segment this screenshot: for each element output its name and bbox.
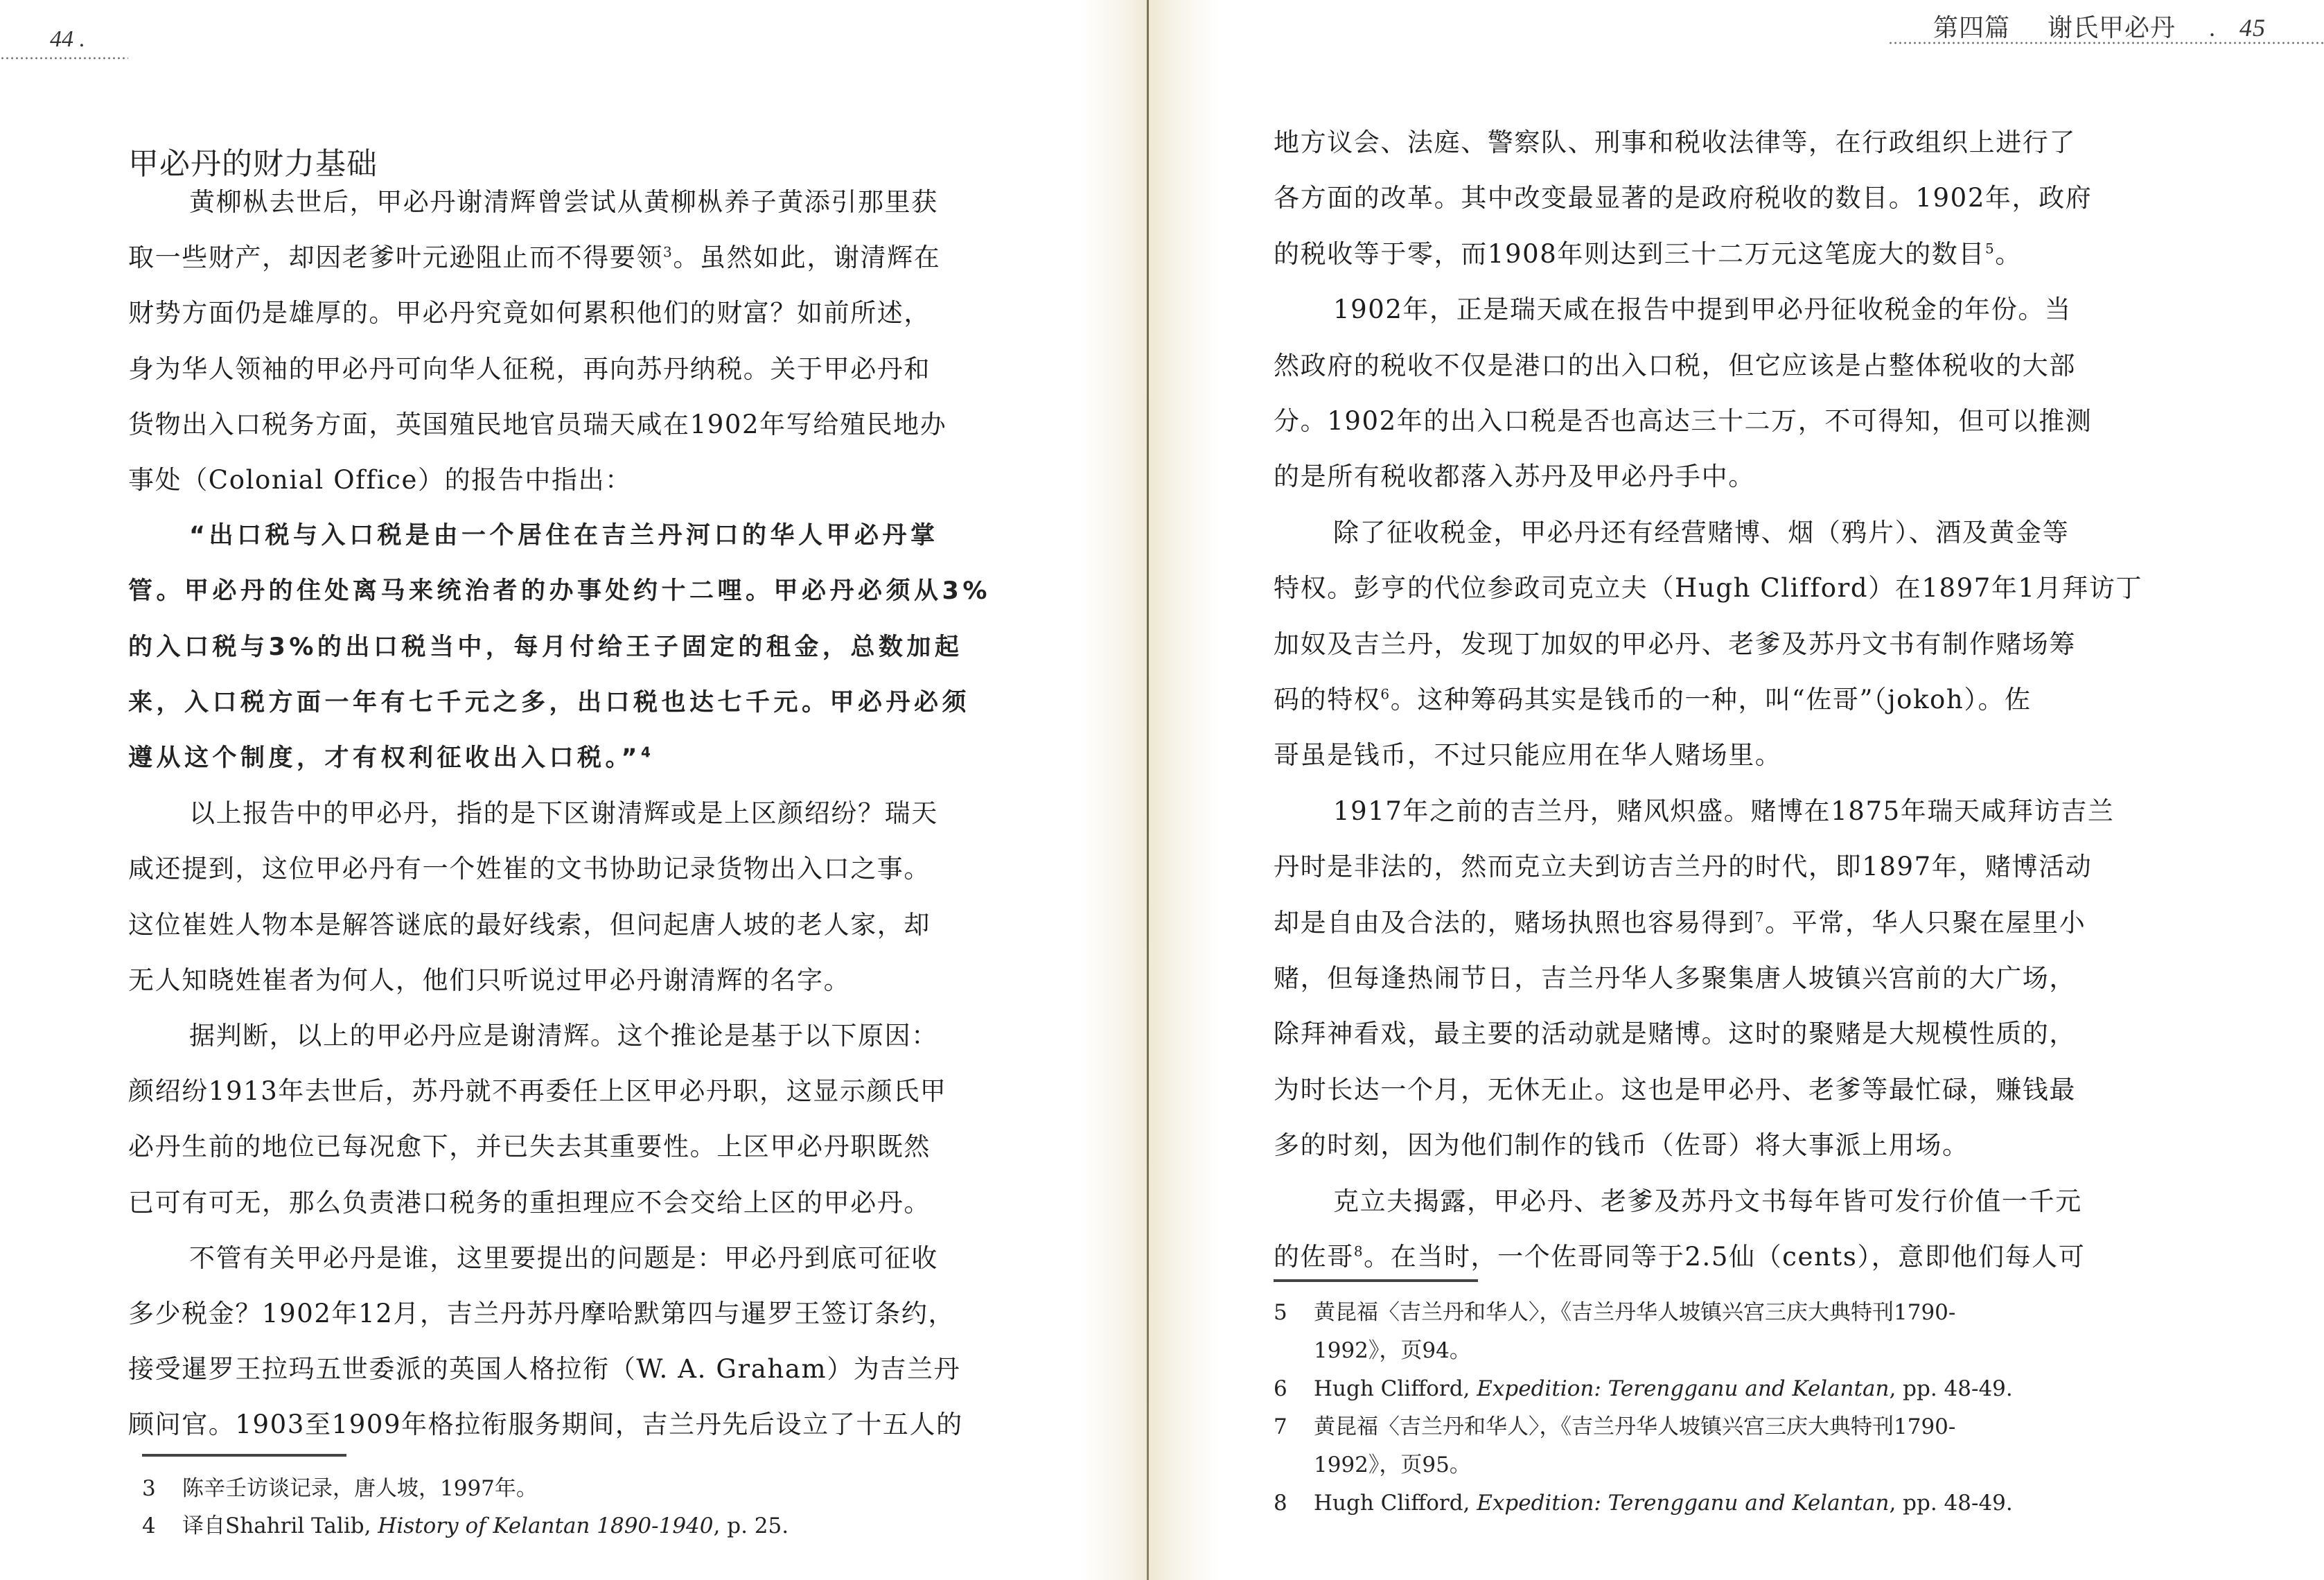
line-text: 货物出入口税务方面，英国殖民地官员瑞天咸在1902年写给殖民地办 [128,409,947,439]
footnote-number: 3 [142,1476,156,1501]
line-text: 取一些财产，却因老爹叶元逊阻止而不得要领 [128,243,663,273]
body-text-line [128,1075,1039,1108]
footnote-rule-right [1274,1279,1478,1282]
footnote-pages: , pp. 48-49. [1889,1376,2013,1401]
line-text: 事处（Colonial Office）的报告中指出： [128,465,632,495]
line-text: 分。1902年的出入口税是否也高达三十二万，不可得知，但可以推测 [1274,406,2093,436]
line-text: 这位崔姓人物本是解答谜底的最好线索，但问起唐人坡的老人家，却 [128,909,931,940]
footnote-number: 4 [142,1513,156,1538]
body-text-line [1274,850,2217,884]
line-text: 顾问官。1903至1909年格拉衔服务期间，吉兰丹先后设立了十五人的 [128,1410,963,1440]
footnote-number: 5 [1274,1300,1287,1325]
body-text-line [189,1242,1039,1275]
line-text: 然政府的税收不仅是港口的出入口税，但它应该是占整体税收的大部 [1274,350,2076,380]
body-text-line [189,1019,1039,1053]
footnote [142,1512,789,1540]
line-text-continued: 。虽然如此，谢清辉在 [673,243,941,273]
body-text-line [128,964,1039,997]
line-text: 各方面的改革。其中改变最显著的是政府税收的数目。1902年，政府 [1274,183,2093,213]
body-text-line [128,1353,1039,1386]
body-text-line [1274,182,2217,215]
line-text: 却是自由及合法的，赌场执照也容易得到 [1274,907,1755,938]
footnote-book-title: Expedition: Terengganu and Kelantan [1477,1376,1890,1401]
line-text: 码的特权 [1274,685,1381,714]
body-text-line [1274,1240,2217,1274]
footnote-pages: , pp. 48-49. [1889,1491,2013,1516]
body-text-line [128,1186,1039,1220]
line-text: 无人知晓姓崔者为何人，他们只听说过甲必丹谢清辉的名字。 [128,965,851,995]
body-text-line [1333,795,2217,828]
line-text: 克立夫揭露，甲必丹、老爹及苏丹文书每年皆可发行价值一千元 [1333,1186,2082,1216]
line-text: 除拜神看戏，最主要的活动就是赌博。这时的聚赌是大规模性质的， [1274,1019,2076,1049]
body-text-line [1333,516,2217,550]
body-text-line [1274,572,2217,605]
footnote-text: Hugh Clifford, [1314,1376,1477,1401]
body-text-line [128,408,1039,441]
body-text-line [128,241,1039,274]
line-text: 的税收等于零，而1908年则达到三十二万元这笔庞大的数目 [1274,238,1985,269]
body-text-line [1274,683,2217,717]
footnote-text: 1992》，页95。 [1314,1452,1471,1477]
running-head-left: 44 . [50,26,85,52]
running-head-right [1933,8,2266,44]
line-text: 财势方面仍是雄厚的。甲必丹究竟如何累积他们的财富？如前所述， [128,298,931,328]
footnote [1274,1451,1471,1479]
footnote-number: 7 [1274,1414,1287,1439]
footnote-text: Hugh Clifford, [1314,1491,1477,1516]
line-text: 地方议会、法庭、警察队、刑事和税收法律等，在行政组织上进行了 [1274,128,2076,157]
running-head-separator: . [2209,14,2217,42]
footnote-book-title: Expedition: Terengganu and Kelantan [1477,1491,1890,1516]
line-text: 除了征收税金，甲必丹还有经营赌博、烟（鸦片）、酒及黄金等 [1333,517,2070,547]
footnote-number: 6 [1274,1376,1287,1401]
footnote [1274,1299,1955,1326]
line-text: 1902年，正是瑞天咸在报告中提到甲必丹征收税金的年份。当 [1333,295,2072,325]
line-text: 丹时是非法的，然而克立夫到访吉兰丹的时代，即1897年，赌博活动 [1274,852,2093,882]
line-text: 以上报告中的甲必丹，指的是下区谢清辉或是上区颜绍纷？瑞天 [189,798,938,829]
body-text-line [128,852,1039,886]
body-text-line [1274,405,2217,438]
line-text: 多的时刻，因为他们制作的钱币（佐哥）将大事派上用场。 [1274,1130,1969,1161]
footnote [1274,1375,2013,1403]
book-gutter [1081,0,1220,1580]
quoted-text-line [128,574,1039,608]
line-text-continued: 。平常，华人只聚在屋里小 [1765,907,2086,938]
footnote-text: 黄昆福〈吉兰丹和华人〉，《吉兰丹华人坡镇兴宫三庆大典特刊1790- [1314,1300,1956,1325]
body-text-line [1274,1129,2217,1162]
line-text: 的入口税与3%的出口税当中，每月付给王子固定的租金，总数加起 [128,633,963,661]
line-text: 1917年之前的吉兰丹，赌风炽盛。赌博在1875年瑞天咸拜访吉兰 [1333,796,2115,826]
line-text: 的佐哥 [1274,1242,1354,1272]
line-text: 为时长达一个月，无休无止。这也是甲必丹、老爹等最忙碌，赚钱最 [1274,1074,2076,1105]
footnote-ref[interactable]: 5 [1984,240,1996,257]
footnote [1274,1489,2013,1517]
footnote [142,1475,538,1502]
footnote-text: 黄昆福〈吉兰丹和华人〉，《吉兰丹华人坡镇兴宫三庆大典特刊1790- [1314,1414,1956,1439]
footnote-book-title: History of Kelantan 1890-1940 [378,1513,714,1538]
running-head-rule-right [1888,42,2324,44]
body-text-line [128,1408,1039,1441]
body-text-line [128,353,1039,386]
body-text-line [1274,628,2217,661]
line-text: 遵从这个制度，才有权利征收出入口税。” [128,744,642,772]
line-text: 必丹生前的地位已每况愈下，并已失去其重要性。上区甲必丹职既然 [128,1132,931,1162]
book-spine [1147,0,1149,1580]
line-text: 特权。彭亨的代位参政司克立夫（Hugh Clifford）在1897年1月拜访丁 [1274,573,2143,604]
footnote-text: 1992》，页94。 [1314,1338,1471,1363]
line-text: 咸还提到，这位甲必丹有一个姓崔的文书协助记录货物出入口之事。 [128,854,931,884]
body-text-line [128,297,1039,330]
footnote-ref[interactable]: 7 [1754,909,1766,926]
footnote-ref[interactable]: 6 [1380,685,1391,703]
body-text-line [189,797,1039,830]
body-text-line [1274,962,2217,995]
line-text: 加奴及吉兰丹，发现丁加奴的甲必丹、老爹及苏丹文书有制作赌场筹 [1274,629,2076,659]
footnote-pages: , p. 25. [713,1513,789,1538]
body-text-line [1274,739,2217,772]
body-text-line [1274,126,2217,159]
body-text-line [1333,1185,2217,1218]
body-text-line [1274,1017,2217,1051]
footnote-number: 8 [1274,1491,1287,1516]
line-text: 据判断，以上的甲必丹应是谢清辉。这个推论是基于以下原因： [189,1021,938,1051]
body-text-line [128,464,1039,497]
footnote-ref[interactable]: 8 [1353,1243,1364,1260]
footnote-ref[interactable]: 4 [641,744,655,761]
footnote-text: 陈辛壬访谈记录，唐人坡，1997年。 [182,1476,538,1501]
line-text: 哥虽是钱币，不过只能应用在华人赌场里。 [1274,740,1782,771]
quoted-text-line [128,741,1039,775]
body-text-line [1274,349,2217,383]
body-text-line [1274,1073,2217,1107]
body-text-line [189,186,1039,219]
footnote-ref[interactable]: 3 [663,243,674,261]
line-text: 黄柳枞去世后，甲必丹谢清辉曾尝试从黄柳枞养子黄添引那里获 [189,187,938,217]
line-text: 来，入口税方面一年有七千元之多，出口税也达七千元。甲必丹必须 [128,688,971,717]
running-head-rule-left [0,57,128,60]
line-text-continued: 。 [1995,238,2022,269]
line-text: 多少税金？1902年12月，吉兰丹苏丹摩哈默第四与暹罗王签订条约， [128,1299,956,1328]
quoted-text-line [128,631,1039,664]
body-text-line [128,909,1039,942]
line-text: 管。甲必丹的住处离马来统治者的办事处约十二哩。甲必丹必须从3% [128,577,991,606]
line-text: 的是所有税收都落入苏丹及甲必丹手中。 [1274,462,1755,492]
line-text-continued: 。在当时，一个佐哥同等于2.5仙（cents），意即他们每人可 [1364,1242,2086,1272]
quoted-text-line [189,519,1039,552]
part-label: 第四篇 [1933,14,2011,42]
section-title: 甲必丹的财力基础 [128,146,378,182]
footnote-text: 译自Shahril Talib, [182,1513,378,1538]
line-text: 身为华人领袖的甲必丹可向华人征税，再向苏丹纳税。关于甲必丹和 [128,353,931,384]
line-text-continued: 。这种筹码其实是钱币的一种，叫“佐哥”（jokoh）。佐 [1390,685,2032,714]
body-text-line [128,1130,1039,1164]
line-text: “出口税与入口税是由一个居住在吉兰丹河口的华人甲必丹掌 [189,522,939,550]
chapter-label: 谢氏甲必丹 [2048,14,2176,42]
footnote [1274,1337,1471,1364]
body-text-line [1333,293,2217,326]
body-text-line [128,1297,1039,1331]
page-number-right: 45 [2239,14,2266,42]
line-text: 不管有关甲必丹是谁，这里要提出的问题是：甲必丹到底可征收 [189,1243,938,1273]
body-text-line [1274,238,2217,271]
quoted-text-line [128,686,1039,719]
footnote [1274,1413,1955,1441]
body-text-line [1274,460,2217,493]
body-text-line [1274,906,2217,940]
footnote-rule-left [142,1454,346,1457]
line-text: 接受暹罗王拉玛五世委派的英国人格拉衔（W. A. Graham）为吉兰丹 [128,1354,961,1385]
line-text: 已可有可无，那么负责港口税务的重担理应不会交给上区的甲必丹。 [128,1187,931,1218]
line-text: 赌，但每逢热闹节日，吉兰丹华人多聚集唐人坡镇兴宫前的大广场， [1274,963,2076,993]
line-text: 颜绍纷1913年去世后，苏丹就不再委任上区甲必丹职，这显示颜氏甲 [128,1076,947,1107]
